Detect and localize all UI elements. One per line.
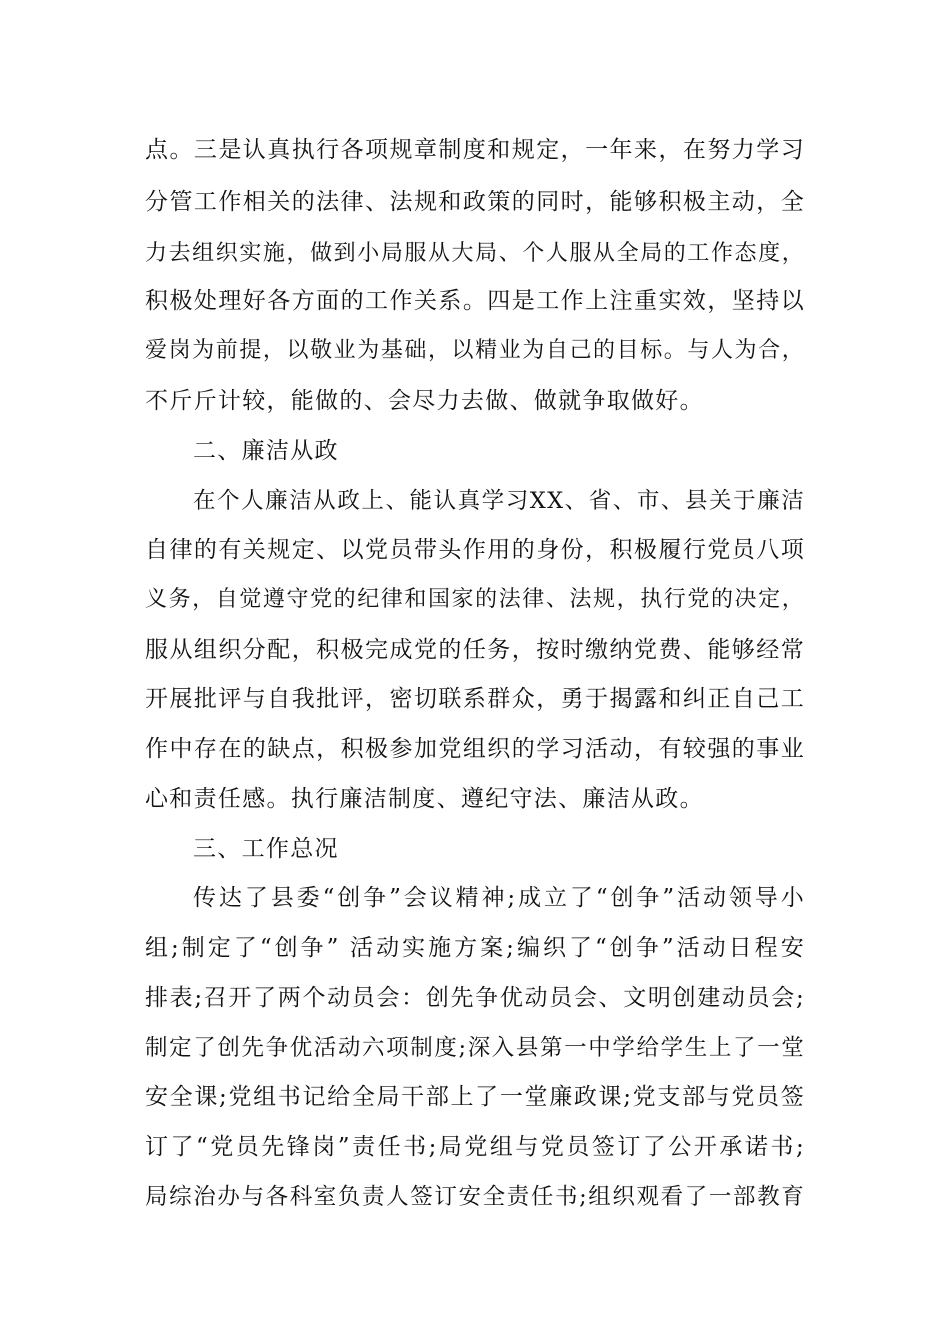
body-text-line: 不斤斤计较，能做的、会尽力去做、做就争取做好。	[145, 388, 704, 414]
body-text-line: 开展批评与自我批评，密切联系群众，勇于揭露和纠正自己工	[145, 686, 805, 712]
body-text-line: 制定了创先争优活动六项制度;深入县第一中学给学生上了一堂	[145, 1035, 805, 1061]
body-text-line: 排表;召开了两个动员会：创先争优动员会、文明创建动员会;	[145, 985, 805, 1011]
body-text-line: 订了“党员先锋岗”责任书;局党组与党员签订了公开承诺书;	[145, 1134, 805, 1160]
body-text-line: 分管工作相关的法律、法规和政策的同时，能够积极主动，全	[145, 189, 805, 215]
body-text-line: 爱岗为前提，以敬业为基础，以精业为自己的目标。与人为合，	[145, 338, 805, 363]
body-text-line: 服从组织分配，积极完成党的任务，按时缴纳党费、能够经常	[145, 637, 805, 663]
body-text-line: 积极处理好各方面的工作关系。四是工作上注重实效，坚持以	[145, 288, 805, 314]
body-text-line: 心和责任感。执行廉洁制度、遵纪守法、廉洁从政。	[145, 786, 704, 812]
paragraph-first-line: 在个人廉洁从政上、能认真学习XX、省、市、县关于廉洁	[193, 488, 805, 514]
body-text-line: 义务，自觉遵守党的纪律和国家的法律、法规，执行党的决定，	[145, 587, 805, 612]
body-text-line: 安全课;党组书记给全局干部上了一堂廉政课;党支部与党员签	[145, 1084, 805, 1110]
body-text-line: 点。三是认真执行各项规章制度和规定，一年来，在努力学习	[145, 137, 805, 163]
body-text-line: 作中存在的缺点，积极参加党组织的学习活动，有较强的事业	[145, 736, 805, 762]
section-heading: 三、工作总况	[193, 836, 339, 862]
section-heading: 二、廉洁从政	[193, 438, 339, 464]
body-text-line: 局综治办与各科室负责人签订安全责任书;组织观看了一部教育	[145, 1184, 805, 1210]
paragraph-first-line: 传达了县委“创争”会议精神;成立了“创争”活动领导小	[193, 885, 805, 911]
body-text-line: 组;制定了“创争” 活动实施方案;编织了“创争”活动日程安	[145, 935, 805, 961]
body-text-line: 自律的有关规定、以党员带头作用的身份，积极履行党员八项	[145, 537, 805, 563]
body-text-line: 力去组织实施，做到小局服从大局、个人服从全局的工作态度，	[145, 241, 805, 266]
